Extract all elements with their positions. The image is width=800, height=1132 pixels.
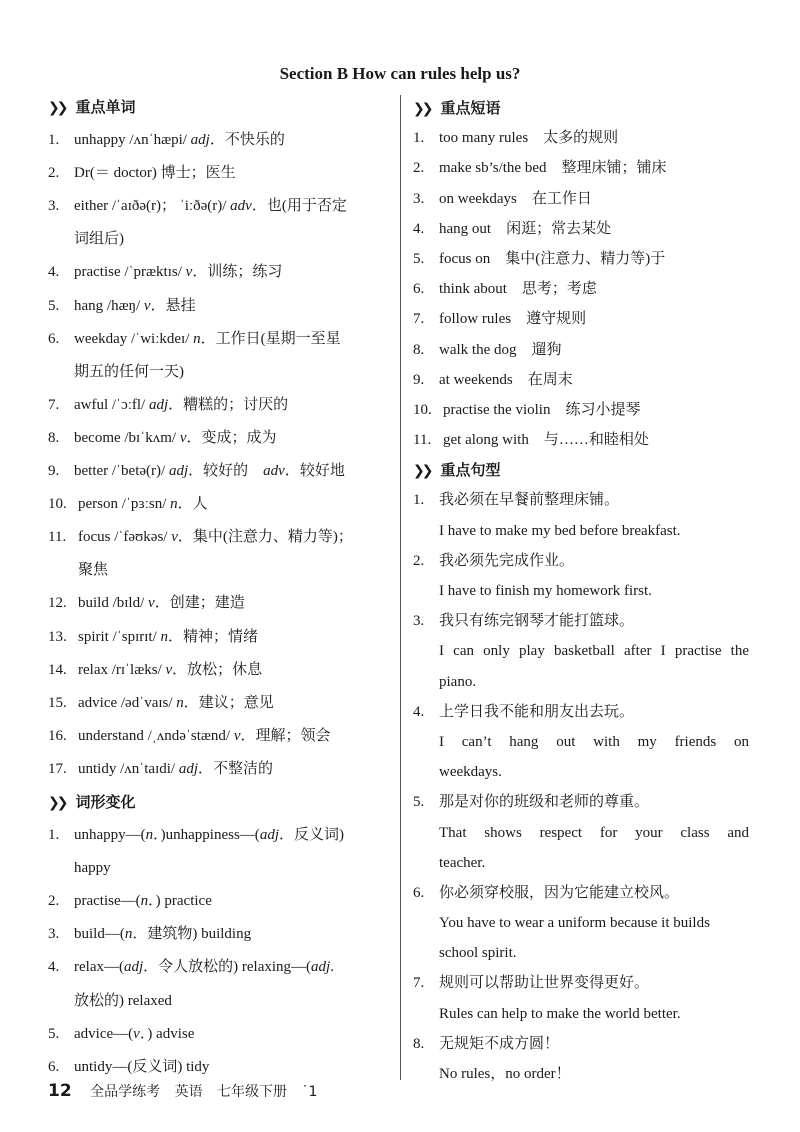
item-number: 3. bbox=[413, 190, 425, 207]
list-item bbox=[48, 124, 393, 157]
item-text: follow rules 遵守规则 bbox=[439, 311, 587, 328]
item-text: either /ˈaɪðə(r)； ˈiːðə(r)/ bbox=[74, 198, 231, 215]
part-of-speech: v bbox=[165, 661, 173, 678]
list-item-continuation bbox=[413, 727, 753, 757]
list-item bbox=[48, 389, 393, 422]
list-item-continuation bbox=[413, 516, 753, 546]
list-item bbox=[413, 184, 753, 214]
list-item-continuation bbox=[413, 848, 753, 878]
item-text: relax—( bbox=[74, 959, 124, 976]
part-of-speech: n bbox=[145, 827, 154, 844]
item-text: ．糟糕的；讨厌的 bbox=[168, 396, 289, 413]
item-number: 15. bbox=[48, 694, 67, 711]
item-text: person /ˈpɜːsn/ bbox=[78, 496, 171, 513]
list-item-continuation bbox=[413, 908, 753, 938]
justified-line bbox=[439, 818, 749, 848]
item-text: You have to wear a uniform because it builds bbox=[439, 915, 710, 932]
part-of-speech: adj bbox=[148, 396, 169, 413]
item-number: 8. bbox=[48, 429, 60, 446]
item-text: 规则可以帮助让世界变得更好。 bbox=[439, 975, 650, 992]
item-text: ．建议；意见 bbox=[183, 694, 274, 711]
list-item bbox=[413, 968, 753, 998]
item-text: 我必须在早餐前整理床铺。 bbox=[439, 492, 620, 509]
item-text: 词组后) bbox=[74, 231, 124, 248]
item-text: ．不整洁的 bbox=[198, 760, 274, 777]
item-text: unhappy /ʌnˈhæpi/ bbox=[74, 132, 191, 149]
part-of-speech: v bbox=[143, 297, 151, 314]
list-item bbox=[413, 878, 753, 908]
list-item bbox=[48, 753, 393, 786]
list-item bbox=[48, 654, 393, 687]
item-text: ．悬挂 bbox=[150, 297, 196, 314]
item-text: focus on 集中(注意力、精力等)于 bbox=[439, 250, 666, 267]
chevron-double-right-icon: ❯❯ bbox=[413, 463, 431, 480]
item-number: 9. bbox=[48, 463, 60, 480]
item-text: ．较好地 bbox=[284, 463, 345, 480]
list-item-continuation bbox=[413, 818, 753, 848]
item-text: . bbox=[330, 959, 334, 976]
list-item bbox=[413, 244, 753, 274]
item-text: 期五的任何一天) bbox=[74, 363, 184, 380]
item-text: get along with 与……和睦相处 bbox=[443, 432, 649, 449]
item-text: I can only play basketball after I practise the bbox=[439, 643, 749, 660]
item-text: walk the dog 遛狗 bbox=[439, 341, 562, 358]
list-item bbox=[48, 819, 393, 852]
item-text: Dr(＝ doctor) 博士；医生 bbox=[74, 165, 236, 182]
item-number: 16. bbox=[48, 727, 67, 744]
part-of-speech: n bbox=[124, 926, 133, 943]
section-heading bbox=[48, 91, 393, 124]
item-text: No rules，no order！ bbox=[439, 1066, 571, 1082]
item-text: advice /ədˈvaɪs/ bbox=[78, 694, 177, 711]
column-divider bbox=[400, 95, 401, 1080]
left-column bbox=[48, 91, 393, 1084]
list-item bbox=[413, 395, 753, 425]
item-text: teacher. bbox=[439, 854, 486, 871]
list-item bbox=[48, 951, 393, 984]
item-text: ．精神；情绪 bbox=[168, 628, 259, 645]
book-series: 全品学练考 bbox=[90, 1084, 161, 1100]
part-of-speech: adj bbox=[259, 827, 279, 844]
item-text: happy bbox=[74, 860, 111, 877]
item-text: ．创建；建造 bbox=[154, 595, 245, 612]
list-item bbox=[48, 587, 393, 620]
subject: 英语 bbox=[174, 1084, 203, 1100]
item-text: untidy—(反义词) tidy bbox=[74, 1058, 210, 1075]
item-text: That shows respect for your class and bbox=[439, 824, 749, 841]
item-text: spirit /ˈspɪrɪt/ bbox=[78, 628, 161, 645]
item-text: I have to finish my homework first. bbox=[439, 583, 652, 599]
list-item bbox=[48, 323, 393, 356]
item-number: 5. bbox=[413, 250, 425, 267]
item-text: practise—( bbox=[74, 893, 141, 910]
item-text: understand /ˌʌndəˈstænd/ bbox=[78, 727, 234, 744]
item-text: practise the violin 练习小提琴 bbox=[443, 401, 641, 418]
justified-line bbox=[439, 636, 749, 666]
item-text: advice—( bbox=[74, 1025, 134, 1042]
item-number: 7. bbox=[48, 396, 60, 413]
list-item bbox=[48, 422, 393, 455]
part-of-speech: v bbox=[148, 595, 155, 612]
item-number: 3. bbox=[48, 926, 60, 943]
item-text: ．也(用于否定 bbox=[251, 198, 347, 215]
list-item-continuation bbox=[413, 667, 753, 697]
part-of-speech: adj bbox=[311, 959, 331, 976]
list-item-continuation bbox=[413, 636, 753, 666]
part-of-speech: adj bbox=[168, 463, 189, 480]
part-of-speech: v bbox=[171, 529, 178, 546]
page-title: Section B How can rules help us? bbox=[279, 64, 521, 83]
right-column bbox=[413, 93, 753, 1089]
list-item bbox=[413, 274, 753, 304]
item-text: 你必须穿校服，因为它能建立校风。 bbox=[439, 884, 680, 901]
item-text: ．工作日(星期一至星 bbox=[200, 330, 341, 347]
list-item bbox=[413, 425, 753, 455]
item-text: awful /ˈɔːfl/ bbox=[74, 396, 149, 413]
list-item-continuation bbox=[48, 356, 393, 389]
item-number: 2. bbox=[48, 165, 60, 182]
list-item-continuation bbox=[48, 554, 393, 587]
list-item bbox=[48, 157, 393, 190]
list-item bbox=[413, 214, 753, 244]
list-item bbox=[413, 1029, 753, 1059]
list-item bbox=[48, 190, 393, 223]
list-item bbox=[413, 335, 753, 365]
item-text: unhappy—( bbox=[74, 827, 146, 844]
item-text: ．变成；成为 bbox=[186, 429, 277, 446]
item-text: ．不快乐的 bbox=[209, 132, 285, 149]
item-number: 5. bbox=[413, 794, 425, 811]
item-text: 上学日我不能和朋友出去玩。 bbox=[439, 703, 635, 720]
item-text: ．) practice bbox=[148, 893, 212, 910]
list-item bbox=[48, 621, 393, 654]
item-text: I can’t hang out with my friends on bbox=[439, 733, 749, 750]
item-number: 2. bbox=[48, 893, 60, 910]
section-heading bbox=[413, 455, 753, 485]
list-item bbox=[413, 365, 753, 395]
list-item bbox=[48, 488, 393, 521]
list-item-continuation bbox=[48, 852, 393, 885]
list-item bbox=[48, 256, 393, 289]
chevron-double-right-icon: ❯❯ bbox=[48, 794, 66, 811]
item-number: 12. bbox=[48, 595, 67, 612]
item-number: 3. bbox=[48, 198, 60, 215]
part-of-speech: n bbox=[140, 893, 149, 910]
item-text: ．) advise bbox=[139, 1025, 195, 1042]
item-text: better /ˈbetə(r)/ bbox=[74, 463, 169, 480]
item-text: practise /ˈpræktɪs/ bbox=[74, 264, 186, 281]
justified-line bbox=[439, 727, 749, 757]
item-number: 7. bbox=[413, 311, 425, 328]
item-text: I have to make my bed before breakfast. bbox=[439, 522, 681, 539]
item-text: hang /hæŋ/ bbox=[74, 297, 144, 314]
item-text: ．令人放松的) relaxing—( bbox=[143, 959, 312, 976]
part-of-speech: adv bbox=[263, 463, 285, 480]
item-number: 4. bbox=[48, 959, 60, 976]
item-number: 4. bbox=[413, 703, 425, 720]
list-item bbox=[413, 123, 753, 153]
item-number: 3. bbox=[413, 613, 425, 630]
item-number: 5. bbox=[48, 297, 60, 314]
item-text: ．)unhappiness—( bbox=[153, 827, 260, 844]
section-heading-label: 重点短语 bbox=[440, 99, 501, 117]
item-number: 1. bbox=[413, 130, 425, 147]
section-heading bbox=[48, 786, 393, 819]
item-text: 放松的) relaxed bbox=[74, 992, 172, 1009]
item-number: 11. bbox=[48, 529, 67, 546]
list-item-continuation bbox=[413, 938, 753, 968]
item-text: ．训练；练习 bbox=[192, 264, 283, 281]
list-item bbox=[413, 485, 753, 515]
item-number: 7. bbox=[413, 975, 425, 992]
list-item bbox=[48, 521, 393, 554]
list-item-continuation bbox=[413, 576, 753, 606]
item-number: 4. bbox=[48, 264, 60, 281]
list-item bbox=[413, 697, 753, 727]
item-text: ．较好的 bbox=[188, 463, 264, 480]
list-item bbox=[48, 720, 393, 753]
part-of-speech: n bbox=[176, 694, 184, 711]
list-item bbox=[48, 918, 393, 951]
item-text: make sb’s/the bed 整理床铺；铺床 bbox=[439, 160, 667, 177]
part-of-speech: n bbox=[160, 628, 168, 645]
item-number: 6. bbox=[48, 330, 60, 347]
list-item-continuation bbox=[413, 1059, 753, 1089]
item-text: ．集中(注意力、精力等)； bbox=[177, 529, 353, 546]
list-item bbox=[48, 885, 393, 918]
item-text: at weekends 在周末 bbox=[439, 371, 573, 388]
item-text: 我只有练完钢琴才能打篮球。 bbox=[439, 613, 635, 630]
item-text: weekday /ˈwiːkdeɪ/ bbox=[74, 330, 194, 347]
item-number: 10. bbox=[413, 401, 432, 418]
part-of-speech: n bbox=[170, 496, 178, 513]
item-text: ．反义词) bbox=[278, 827, 344, 844]
item-number: 6. bbox=[413, 281, 425, 298]
item-number: 1. bbox=[48, 132, 60, 149]
item-text: weekdays. bbox=[439, 764, 502, 781]
item-number: 8. bbox=[413, 341, 425, 358]
item-text: build—( bbox=[74, 926, 125, 943]
item-text: too many rules 太多的规则 bbox=[439, 130, 619, 147]
item-text: 聚焦 bbox=[78, 562, 109, 579]
page-footer bbox=[48, 1081, 327, 1101]
list-item-continuation bbox=[413, 757, 753, 787]
item-text: focus /ˈfəʊkəs/ bbox=[78, 529, 172, 546]
list-item bbox=[413, 304, 753, 334]
list-item bbox=[413, 153, 753, 183]
list-item-continuation bbox=[48, 985, 393, 1018]
item-text: think about 思考；考虑 bbox=[439, 281, 597, 298]
item-number: 10. bbox=[48, 496, 67, 513]
part-of-speech: adj bbox=[123, 959, 144, 976]
item-text: ．放松；休息 bbox=[172, 661, 263, 678]
grade: 七年级下册 bbox=[217, 1084, 288, 1100]
item-number: 11. bbox=[413, 432, 432, 449]
item-text: ．理解；领会 bbox=[240, 727, 331, 744]
item-number: 5. bbox=[48, 1025, 60, 1042]
item-number: 4. bbox=[413, 220, 425, 237]
part-of-speech: adj bbox=[178, 760, 198, 777]
item-number: 1. bbox=[413, 492, 425, 509]
part-of-speech: v bbox=[179, 429, 187, 446]
item-text: 我必须先完成作业。 bbox=[439, 552, 575, 569]
page-number: 12 bbox=[48, 1081, 72, 1101]
list-item bbox=[413, 787, 753, 817]
item-text: untidy /ʌnˈtaɪdi/ bbox=[78, 760, 179, 777]
section-heading-label: 重点句型 bbox=[440, 461, 501, 480]
list-item-continuation bbox=[48, 223, 393, 256]
item-number: 1. bbox=[48, 827, 60, 844]
chevron-double-right-icon: ❯❯ bbox=[48, 100, 66, 116]
item-number: 9. bbox=[413, 371, 425, 388]
section-heading-label: 重点单词 bbox=[75, 98, 136, 116]
part-of-speech: n bbox=[193, 330, 201, 347]
item-number: 8. bbox=[413, 1035, 425, 1052]
part-of-speech: adv bbox=[230, 198, 252, 215]
list-item bbox=[413, 606, 753, 636]
footer-mark: ˙1 bbox=[301, 1084, 318, 1100]
item-text: build /bɪld/ bbox=[78, 595, 149, 612]
item-text: ．人 bbox=[177, 496, 208, 513]
item-text: become /bɪˈkʌm/ bbox=[74, 429, 180, 446]
item-text: relax /rɪˈlæks/ bbox=[78, 661, 166, 678]
item-number: 6. bbox=[413, 884, 425, 901]
item-text: 无规矩不成方圆！ bbox=[439, 1035, 560, 1052]
item-text: hang out 闲逛；常去某处 bbox=[439, 220, 612, 237]
list-item bbox=[413, 546, 753, 576]
list-item bbox=[48, 290, 393, 323]
list-item bbox=[48, 1018, 393, 1051]
item-number: 6. bbox=[48, 1058, 60, 1075]
item-number: 13. bbox=[48, 628, 67, 645]
item-number: 17. bbox=[48, 760, 67, 777]
item-text: piano. bbox=[439, 673, 477, 690]
section-heading-label: 词形变化 bbox=[75, 792, 136, 811]
section-heading bbox=[413, 93, 753, 123]
item-text: school spirit. bbox=[439, 945, 517, 962]
item-text: on weekdays 在工作日 bbox=[439, 190, 592, 207]
list-item bbox=[48, 687, 393, 720]
item-text: 那是对你的班级和老师的尊重。 bbox=[439, 794, 650, 811]
item-text: ．建筑物) building bbox=[132, 926, 252, 943]
list-item-continuation bbox=[413, 999, 753, 1029]
part-of-speech: v bbox=[133, 1025, 140, 1042]
list-item bbox=[48, 455, 393, 488]
item-number: 14. bbox=[48, 661, 67, 678]
part-of-speech: adj bbox=[190, 132, 210, 149]
item-text: Rules can help to make the world better. bbox=[439, 1005, 681, 1022]
item-number: 2. bbox=[413, 552, 425, 569]
part-of-speech: v bbox=[185, 264, 193, 281]
item-number: 2. bbox=[413, 160, 425, 177]
part-of-speech: v bbox=[233, 727, 241, 744]
list-item bbox=[48, 1051, 393, 1084]
chevron-double-right-icon: ❯❯ bbox=[413, 101, 431, 117]
